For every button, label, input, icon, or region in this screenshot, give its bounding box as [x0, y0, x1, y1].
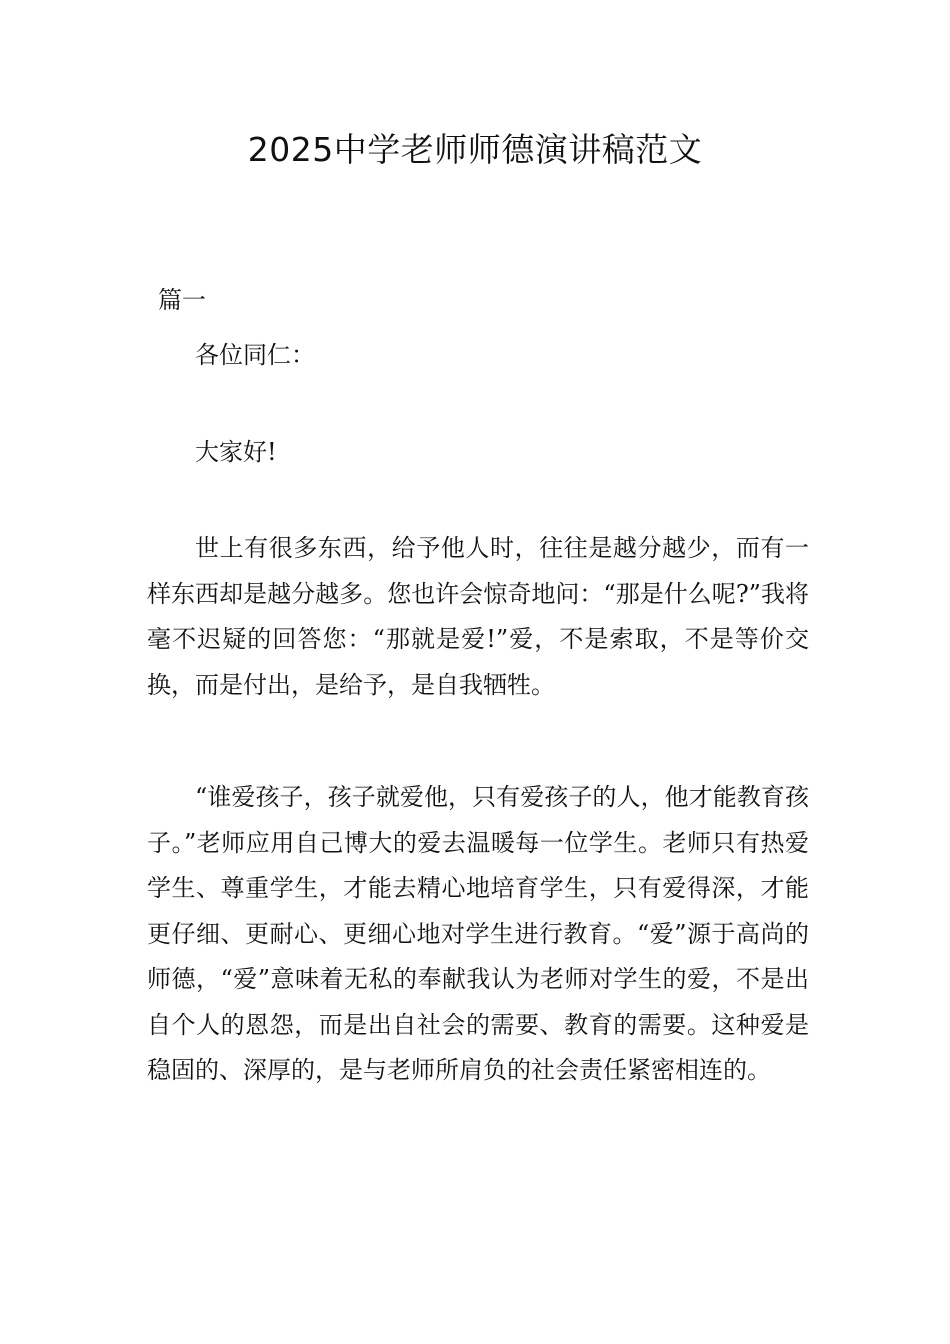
document-title: 2025中学老师师德演讲稿范文: [247, 130, 703, 169]
body-paragraph: 世上有很多东西，给予他人时，往往是越分越少，而有一样东西却是越分越多。您也许会惊奇地问：“那是什么呢?”我将毫不迟疑的回答您：“那就是爱!”爱，不是索取，不是等价交换，而是付出，是给予，是自我牺牲。: [147, 534, 809, 699]
section-label: 篇一: [158, 286, 206, 314]
salutation: 各位同仁：: [195, 341, 315, 369]
body-paragraph: “谁爱孩子，孩子就爱他，只有爱孩子的人，他才能教育孩子。”老师应用自己博大的爱去温暖每一位学生。老师只有热爱学生、尊重学生，才能去精心地培育学生，只有爱得深，才能更仔细、更耐心、更细心地对学生进行教育。“爱”源于高尚的师德，“爱”意味着无私的奉献我认为老师对学生的爱，不是出自个人的恩怨，而是出自社会的需要、教育的需要。这种爱是稳固的、深厚的，是与老师所肩负的社会责任紧密相连的。: [147, 783, 809, 1084]
greeting: 大家好!: [195, 438, 277, 466]
